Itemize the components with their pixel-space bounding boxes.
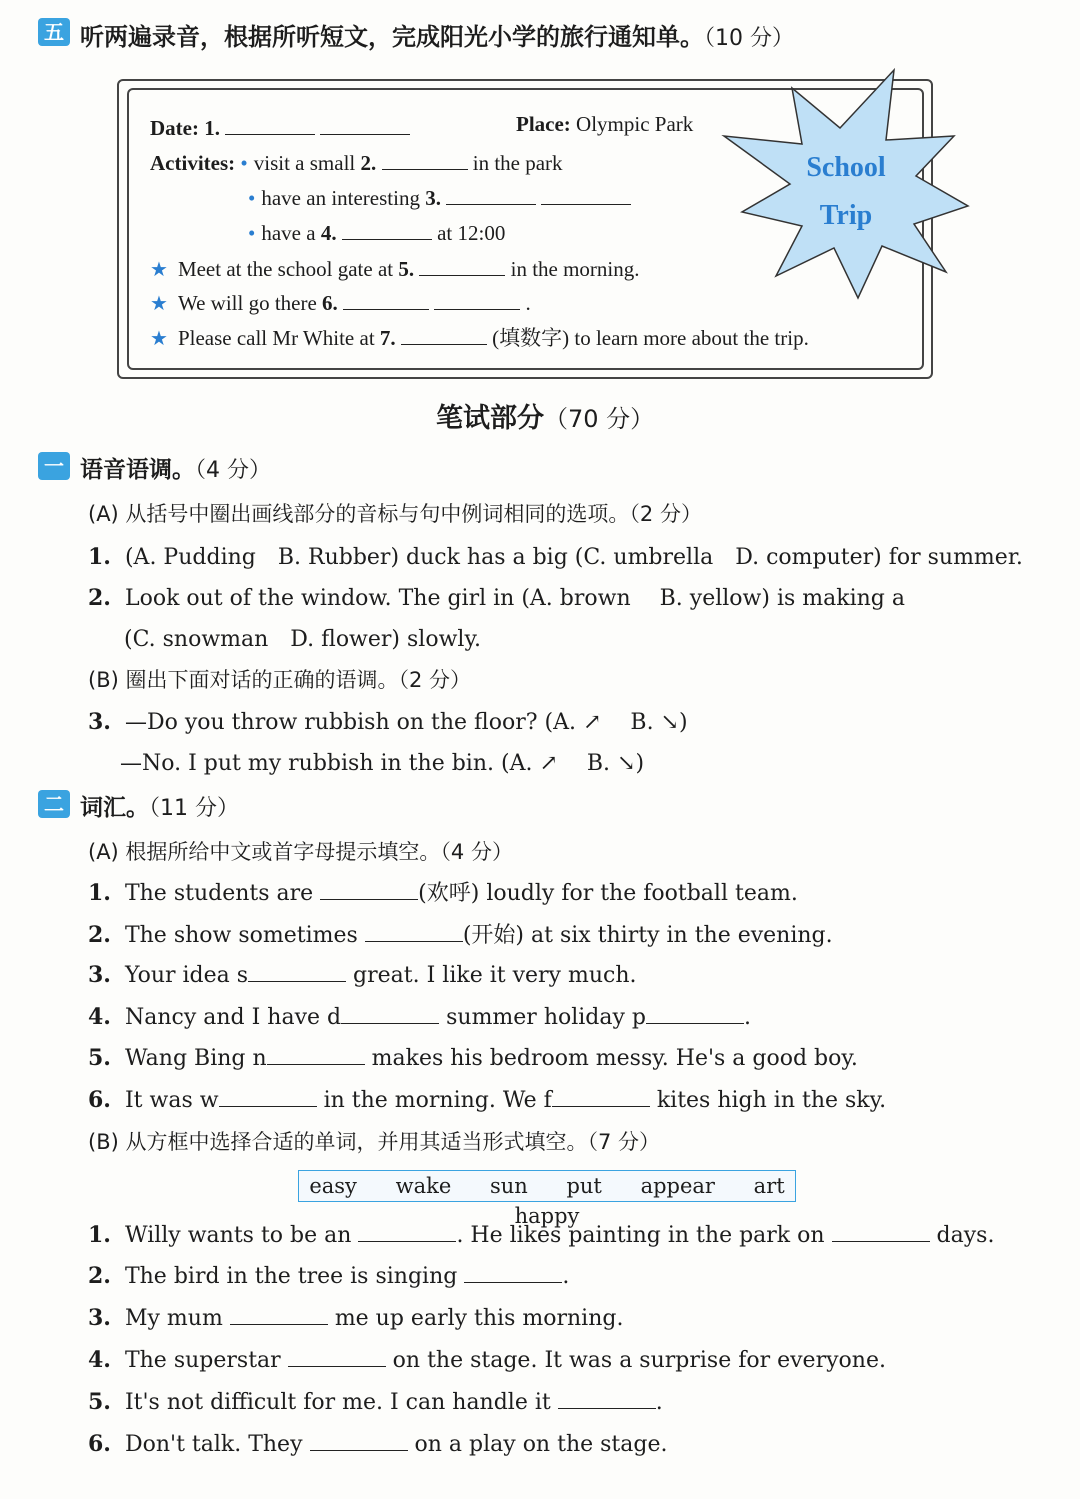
blank-4[interactable] [342, 217, 432, 240]
section-title: 词汇。（11 分） [80, 795, 239, 821]
part-a-instruction: (A) 从括号中圈出画线部分的音标与句中例词相同的选项。（2 分） [88, 502, 702, 526]
answer-blank[interactable] [646, 1001, 744, 1024]
answer-blank[interactable] [219, 1084, 317, 1107]
vocab-a-1: 1. The students are (欢呼) loudly for the football team. [88, 876, 798, 907]
school-trip-starburst [718, 66, 978, 306]
notice-meet-line: ★ Meet at the school gate at 5. in the morning. [150, 253, 640, 282]
blank-1a[interactable] [225, 112, 315, 135]
answer-blank[interactable] [230, 1302, 328, 1325]
answer-blank[interactable] [248, 959, 346, 982]
part-a-instruction: (A) 根据所给中文或首字母提示填空。（4 分） [88, 840, 513, 864]
starburst-line2: Trip [819, 200, 873, 231]
word-option: sun [489, 1174, 528, 1198]
answer-blank[interactable] [832, 1219, 930, 1242]
notice-place-line: Place: Olympic Park [516, 112, 694, 136]
starburst-shape [724, 70, 968, 298]
vocab-b-5: 5. It's not difficult for me. I can handle it . [88, 1386, 663, 1415]
answer-blank[interactable] [341, 1001, 439, 1024]
section-badge: 二 [38, 790, 70, 818]
starburst-line1: School [806, 152, 886, 183]
notice-activity-2: • have an interesting 3. [248, 182, 631, 211]
word-box [298, 1170, 796, 1228]
blank-2[interactable] [382, 147, 468, 170]
blank-5[interactable] [419, 253, 505, 276]
section-badge: 一 [38, 452, 70, 480]
notice-activity-3: • have a 4. at 12:00 [248, 217, 505, 246]
star-icon: ★ [150, 259, 168, 281]
question-2: 2. Look out of the window. The girl in (A. brown B. yellow) is making a [88, 585, 905, 611]
section-title: 听两遍录音，根据所听短文，完成阳光小学的旅行通知单。（10 分） [80, 23, 794, 51]
blank-7[interactable] [401, 322, 487, 345]
vocab-b-2: 2. The bird in the tree is singing . [88, 1260, 569, 1289]
answer-blank[interactable] [558, 1386, 656, 1409]
answer-blank[interactable] [310, 1428, 408, 1451]
blank-6a[interactable] [343, 287, 429, 310]
word-option: art [753, 1174, 785, 1198]
notice-go-line: ★ We will go there 6. . [150, 287, 531, 316]
star-icon: ★ [150, 293, 168, 315]
vocab-a-2: 2. The show sometimes (开始) at six thirty in the evening. [88, 918, 833, 949]
part-b-instruction: (B) 圈出下面对话的正确的语调。（2 分） [88, 668, 472, 692]
notice-call-line: ★ Please call Mr White at 7. (填数字) to learn more about the trip. [150, 322, 809, 352]
blank-6b[interactable] [434, 287, 520, 310]
question-3-reply: —No. I put my rubbish in the bin. (A. ↗ B. ↘) [120, 751, 645, 776]
vocab-a-5: 5. Wang Bing n makes his bedroom messy. He's a good boy. [88, 1042, 858, 1071]
vocab-b-6: 6. Don't talk. They on a play on the stage. [88, 1428, 667, 1457]
question-1: 1. (A. Pudding B. Rubber) duck has a big (C. umbrella D. computer) for summer. [88, 544, 1023, 570]
answer-blank[interactable] [320, 877, 418, 900]
answer-blank[interactable] [267, 1042, 365, 1065]
answer-blank[interactable] [358, 1219, 456, 1242]
vocab-a-6: 6. It was w in the morning. We f kites high in the sky. [88, 1084, 886, 1113]
written-part-title: 笔试部分（70 分） [436, 403, 655, 434]
section-title: 语音语调。（4 分） [80, 457, 271, 483]
vocab-a-3: 3. Your idea s great. I like it very much. [88, 959, 636, 988]
vocab-b-1: 1. Willy wants to be an . He likes painting in the park on days. [88, 1219, 994, 1248]
word-option: easy [309, 1174, 357, 1198]
answer-blank[interactable] [552, 1084, 650, 1107]
notice-activity-1: Activites: • visit a small 2. in the park [150, 147, 563, 176]
answer-blank[interactable] [464, 1260, 562, 1283]
blank-3a[interactable] [446, 182, 536, 205]
vocab-a-4: 4. Nancy and I have d summer holiday p . [88, 1001, 751, 1030]
star-icon: ★ [150, 328, 168, 350]
vocab-b-4: 4. The superstar on the stage. It was a surprise for everyone. [88, 1344, 886, 1373]
vocab-b-3: 3. My mum me up early this morning. [88, 1302, 623, 1331]
question-3: 3. —Do you throw rubbish on the floor? (A. ↗ B. ↘) [88, 709, 688, 735]
question-2-cont: (C. snowman D. flower) slowly. [124, 627, 481, 652]
blank-3b[interactable] [541, 182, 631, 205]
word-option: appear [640, 1174, 715, 1198]
word-option: wake [395, 1174, 452, 1198]
part-b-instruction: (B) 从方框中选择合适的单词，并用其适当形式填空。（7 分） [88, 1130, 661, 1154]
answer-blank[interactable] [365, 919, 463, 942]
answer-blank[interactable] [288, 1344, 386, 1367]
blank-1b[interactable] [320, 112, 410, 135]
notice-date-line: Date: 1. [150, 112, 410, 141]
section-badge: 五 [38, 18, 70, 46]
word-option: happy [514, 1204, 580, 1228]
word-option: put [566, 1174, 602, 1198]
